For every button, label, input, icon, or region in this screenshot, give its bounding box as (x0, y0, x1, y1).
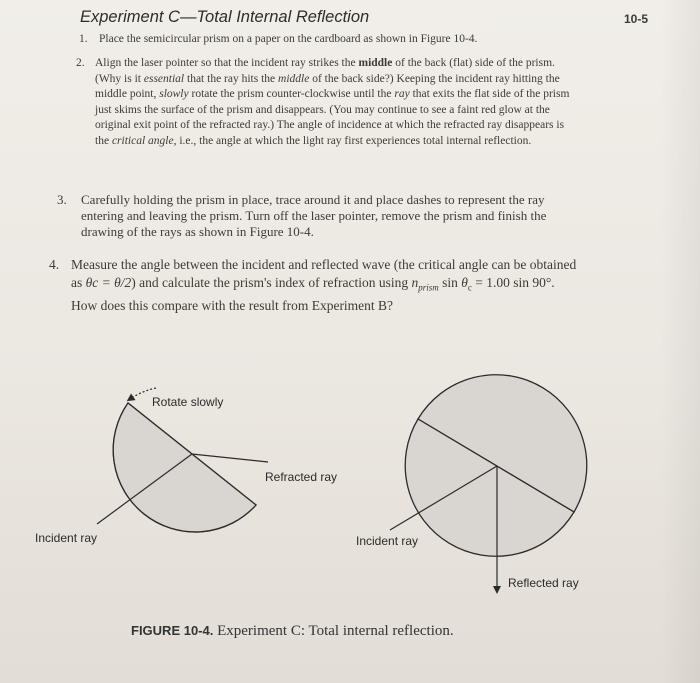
emphasis-italic: ray (394, 88, 410, 100)
caption-text: Experiment C: Total internal reflection. (213, 623, 454, 639)
label-refracted-ray: Refracted ray (265, 470, 338, 484)
step-text: Carefully holding the prism in place, trace around it and place dashes to represent the ray entering and leaving the prism. Turn off the laser pointer, remove the prism and finish the drawing of the rays as shown in Figure 10-4. (81, 192, 547, 239)
emphasis-italic: middle (278, 72, 310, 85)
step-4 (49, 256, 583, 314)
label-incident-ray-right: Incident ray (356, 534, 419, 548)
step-number: 3. (57, 192, 67, 207)
step-text: , i.e., the angle at which the light ray first experiences total internal reflection. (173, 134, 532, 147)
step-text: that exits the flat side of the prism just skims the surface of the prism and disappears. (You may continue to see a faint red glow at the original exit point of the refracted ray.) The angle of incidence at which the refracted ray disappears is the (95, 88, 570, 147)
label-reflected-ray: Reflected ray (508, 576, 579, 590)
step-number: 2. (76, 57, 85, 69)
n-symbol: n (411, 274, 419, 290)
emphasis-italic: critical angle (111, 134, 174, 147)
label-incident-ray-left: Incident ray (35, 531, 98, 545)
emphasis-italic: slowly (159, 88, 189, 100)
step-2 (76, 56, 573, 149)
formula-critical-angle: θc = θ/2 (85, 274, 132, 290)
step-text: rotate the prism counter-clockwise until the (188, 88, 395, 100)
figure-10-4 (0, 370, 700, 640)
label-rotate-slowly: Rotate slowly (152, 395, 224, 409)
section-title: Experiment C—Total Internal Reflection (80, 8, 370, 26)
n-subscript: prism (418, 282, 439, 293)
step-text: Measure the angle between the incident and reflected wave (the critical angle can be obtained as (71, 257, 577, 290)
step-text: sin (438, 274, 462, 290)
caption-label: FIGURE 10-4. (131, 623, 214, 638)
step-3 (57, 192, 581, 240)
step-text: = 1.00 sin 90°. How does this compare with the result from Experiment B? (71, 274, 555, 313)
c-subscript: c (467, 282, 472, 293)
step-text: ) and calculate the prism's index of refraction using (131, 274, 412, 290)
step-text: of the back side?) Keeping the incident ray hitting the middle point, (95, 72, 560, 100)
step-number: 1. (79, 33, 88, 45)
step-number: 4. (49, 257, 60, 272)
step-text: that the ray hits the (184, 72, 279, 85)
theta-symbol: θ (461, 274, 468, 290)
step-text: Align the laser pointer so that the incident ray strikes the (95, 57, 359, 69)
step-text: of the back (flat) side of the prism. (Why is it (95, 57, 555, 85)
left-refracted-ray (192, 454, 268, 462)
page-number: 10-5 (624, 12, 649, 26)
emphasis-bold: middle (358, 57, 393, 69)
figure-caption (131, 623, 454, 640)
step-text: Place the semicircular prism on a paper on the cardboard as shown in Figure 10-4. (99, 33, 478, 45)
step-1 (79, 32, 569, 47)
left-prism-fill (113, 403, 256, 532)
emphasis-italic: essential (143, 72, 185, 85)
